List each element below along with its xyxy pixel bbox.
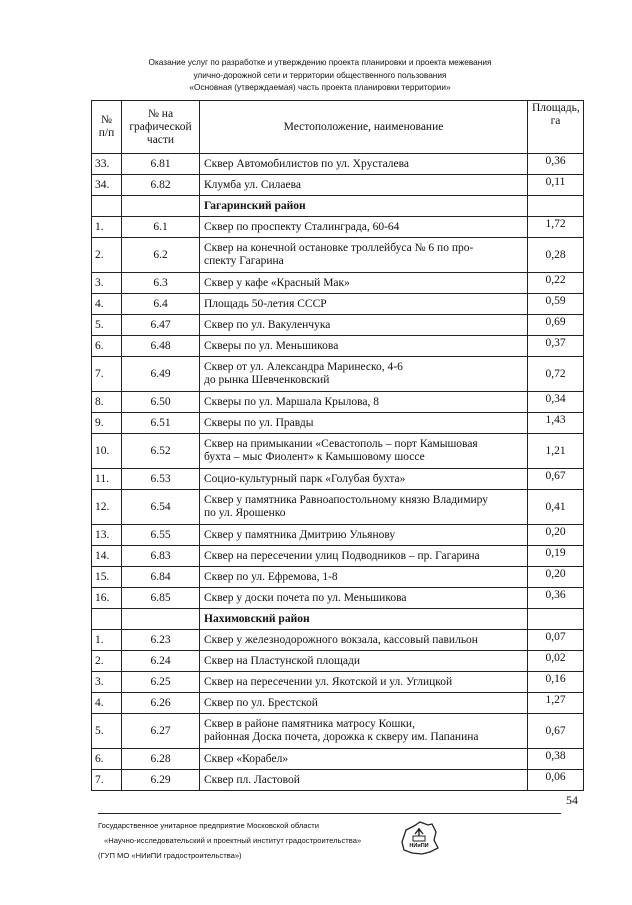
graphic-number: 6.25 [122,672,200,693]
footer-line-1: Государственное унитарное предприятие Московской области [98,821,320,830]
area-value: 1,43 [528,413,584,434]
table-row [92,413,584,434]
graphic-number: 6.23 [122,630,200,651]
row-number: 3. [92,672,122,693]
empty-cell [92,609,122,630]
area-value: 0,59 [528,294,584,315]
row-number: 5. [92,714,122,749]
empty-cell [92,196,122,217]
location-name: Сквер пл. Ластовой [204,773,300,786]
location-cell [200,651,528,672]
row-number: 11. [92,469,122,490]
graphic-number: 6.82 [122,175,200,196]
location-name-cont: районная Доска почета, дорожка к скверу им. Папанина [204,731,479,743]
area-value: 0,16 [528,672,584,693]
table-row [92,434,584,469]
row-number: 10. [92,434,122,469]
location-name: Сквер Автомобилистов по ул. Хрусталева [204,157,410,170]
graphic-number: 6.85 [122,588,200,609]
row-number: 2. [92,238,122,273]
location-name: Сквер на примыкании «Севастополь – порт Камышовая [204,438,478,450]
graphic-number: 6.29 [122,770,200,791]
location-name: Сквер по ул. Ефремова, 1-8 [204,570,338,583]
location-name: Сквер на конечной остановке троллейбуса № 6 по про- [204,242,474,254]
row-number: 7. [92,357,122,392]
table-row [92,546,584,567]
graphic-number: 6.47 [122,315,200,336]
document-footer [98,818,361,863]
row-number: 4. [92,693,122,714]
row-number: 15. [92,567,122,588]
row-number: 5. [92,315,122,336]
table-row [92,693,584,714]
location-name-cont: по ул. Ярошенко [204,507,286,519]
location-cell [200,693,528,714]
graphic-number: 6.55 [122,525,200,546]
graphic-number: 6.48 [122,336,200,357]
graphic-number: 6.54 [122,490,200,525]
location-cell [200,413,528,434]
col-header-area: Площадь, га [528,101,584,154]
row-number: 1. [92,217,122,238]
area-value: 0,34 [528,392,584,413]
empty-cell [528,609,584,630]
location-cell [200,469,528,490]
location-name: Скверы по ул. Меньшикова [204,339,339,352]
location-cell [200,336,528,357]
empty-cell [122,196,200,217]
table-row [92,238,584,273]
col-header-graphic-number: № на графической части [122,101,200,154]
location-name: Сквер на Пластунской площади [204,654,361,667]
area-value: 0,19 [528,546,584,567]
location-cell [200,294,528,315]
footer-line-2: «Научно-исследовательский и проектный институт градостроительства» [104,836,362,845]
row-number: 34. [92,175,122,196]
header-line-1: Оказание услуг по разработке и утверждению проекта планировки и проекта межевания [148,57,492,67]
area-value: 0,28 [528,238,584,273]
location-cell [200,714,528,749]
location-name: Площадь 50-летия СССР [204,297,327,310]
district-name: Нахимовский район [200,609,528,630]
row-number: 3. [92,273,122,294]
row-number: 13. [92,525,122,546]
location-cell [200,567,528,588]
location-name: Сквер на пересечении ул. Якотской и ул. Углицкой [204,675,453,688]
location-cell [200,588,528,609]
area-value: 1,27 [528,693,584,714]
graphic-number: 6.81 [122,154,200,175]
area-value: 1,72 [528,217,584,238]
row-number: 1. [92,630,122,651]
row-number: 2. [92,651,122,672]
location-name: Сквер от ул. Александра Маринеско, 4-6 [204,361,403,373]
graphic-number: 6.52 [122,434,200,469]
graphic-number: 6.51 [122,413,200,434]
area-value: 0,36 [528,154,584,175]
empty-cell [122,609,200,630]
row-number: 33. [92,154,122,175]
graphic-number: 6.50 [122,392,200,413]
row-number: 14. [92,546,122,567]
graphic-number: 6.83 [122,546,200,567]
row-number: 4. [92,294,122,315]
table-row [92,749,584,770]
graphic-number: 6.53 [122,469,200,490]
area-value: 0,67 [528,469,584,490]
table-row [92,630,584,651]
area-value: 0,67 [528,714,584,749]
location-name: Социо-культурный парк «Голубая бухта» [204,472,406,485]
area-value: 0,11 [528,175,584,196]
graphic-number: 6.26 [122,693,200,714]
location-name-cont: до рынка Шевченковский [204,374,330,386]
location-name-cont: спекту Гагарина [204,255,284,267]
table-row [92,294,584,315]
location-cell [200,217,528,238]
area-value: 0,38 [528,749,584,770]
location-name: Сквер по ул. Вакуленчука [204,318,331,331]
row-number: 12. [92,490,122,525]
location-cell [200,630,528,651]
location-name: Сквер у железнодорожного вокзала, кассовый павильон [204,633,478,646]
location-cell [200,525,528,546]
table-row [92,273,584,294]
location-cell [200,546,528,567]
table-row [92,672,584,693]
graphic-number: 6.24 [122,651,200,672]
district-row [92,196,584,217]
table-row [92,469,584,490]
row-number: 6. [92,336,122,357]
district-name: Гагаринский район [200,196,528,217]
table-row [92,315,584,336]
table-row [92,154,584,175]
table-row [92,770,584,791]
graphic-number: 6.27 [122,714,200,749]
row-number: 8. [92,392,122,413]
location-name: Сквер по проспекту Сталинграда, 60-64 [204,220,400,233]
footer-divider [98,813,561,814]
area-value: 0,22 [528,273,584,294]
table-row [92,525,584,546]
location-name: Сквер у доски почета по ул. Меньшикова [204,591,407,604]
logo-text: НИиПИ [409,843,429,849]
graphic-number: 6.28 [122,749,200,770]
row-number: 16. [92,588,122,609]
empty-cell [528,196,584,217]
graphic-number: 6.3 [122,273,200,294]
graphic-number: 6.2 [122,238,200,273]
location-name: Сквер у кафе «Красный Мак» [204,276,350,289]
graphic-number: 6.49 [122,357,200,392]
table-row [92,651,584,672]
area-value: 1,21 [528,434,584,469]
graphic-number: 6.1 [122,217,200,238]
area-value: 0,37 [528,336,584,357]
location-cell [200,357,528,392]
table-row [92,392,584,413]
document-header [110,56,530,94]
table-row [92,490,584,525]
page-number: 54 [566,793,578,807]
district-row [92,609,584,630]
location-cell [200,273,528,294]
location-name: Скверы по ул. Правды [204,416,314,429]
location-name: Клумба ул. Силаева [204,178,302,191]
area-value: 0,41 [528,490,584,525]
location-cell [200,154,528,175]
location-cell [200,770,528,791]
col-header-number: № п/п [92,101,122,154]
area-value: 0,02 [528,651,584,672]
area-value: 0,72 [528,357,584,392]
location-name: Сквер на пересечении улиц Подводников – пр. Гагарина [204,549,480,562]
location-cell [200,434,528,469]
area-value: 0,07 [528,630,584,651]
row-number: 6. [92,749,122,770]
location-name: Сквер по ул. Брестской [204,696,318,709]
table-row [92,336,584,357]
header-line-3: «Основная (утверждаемая) часть проекта планировки территории» [189,82,451,92]
parks-table [91,100,584,791]
location-cell [200,238,528,273]
table-header-row [92,101,584,154]
graphic-number: 6.4 [122,294,200,315]
location-name: Скверы по ул. Маршала Крылова, 8 [204,395,379,408]
location-name: Сквер у памятника Равноапостольному князю Владимиру [204,494,488,506]
table-row [92,714,584,749]
table-row [92,175,584,196]
location-name: Сквер в районе памятника матросу Кошки, [204,718,415,730]
area-value: 0,20 [528,525,584,546]
location-name: Сквер «Корабел» [204,752,289,765]
location-name-cont: бухта – мыс Фиолент» к Камышовому шоссе [204,451,425,463]
row-number: 7. [92,770,122,791]
location-cell [200,315,528,336]
location-cell [200,490,528,525]
area-value: 0,20 [528,567,584,588]
graphic-number: 6.84 [122,567,200,588]
footer-line-3: (ГУП МО «НИиПИ градостроительства») [98,851,242,860]
area-value: 0,06 [528,770,584,791]
col-header-location: Местоположение, наименование [200,101,528,154]
location-cell [200,392,528,413]
location-name: Сквер у памятника Дмитрию Ульянову [204,528,396,541]
area-value: 0,69 [528,315,584,336]
table-row [92,567,584,588]
niipi-logo-icon [398,820,440,861]
header-line-2: улично-дорожной сети и территории общественного пользования [193,69,447,80]
table-row [92,217,584,238]
table-row [92,588,584,609]
location-cell [200,672,528,693]
area-value: 0,36 [528,588,584,609]
location-cell [200,749,528,770]
row-number: 9. [92,413,122,434]
location-cell [200,175,528,196]
table-row [92,357,584,392]
